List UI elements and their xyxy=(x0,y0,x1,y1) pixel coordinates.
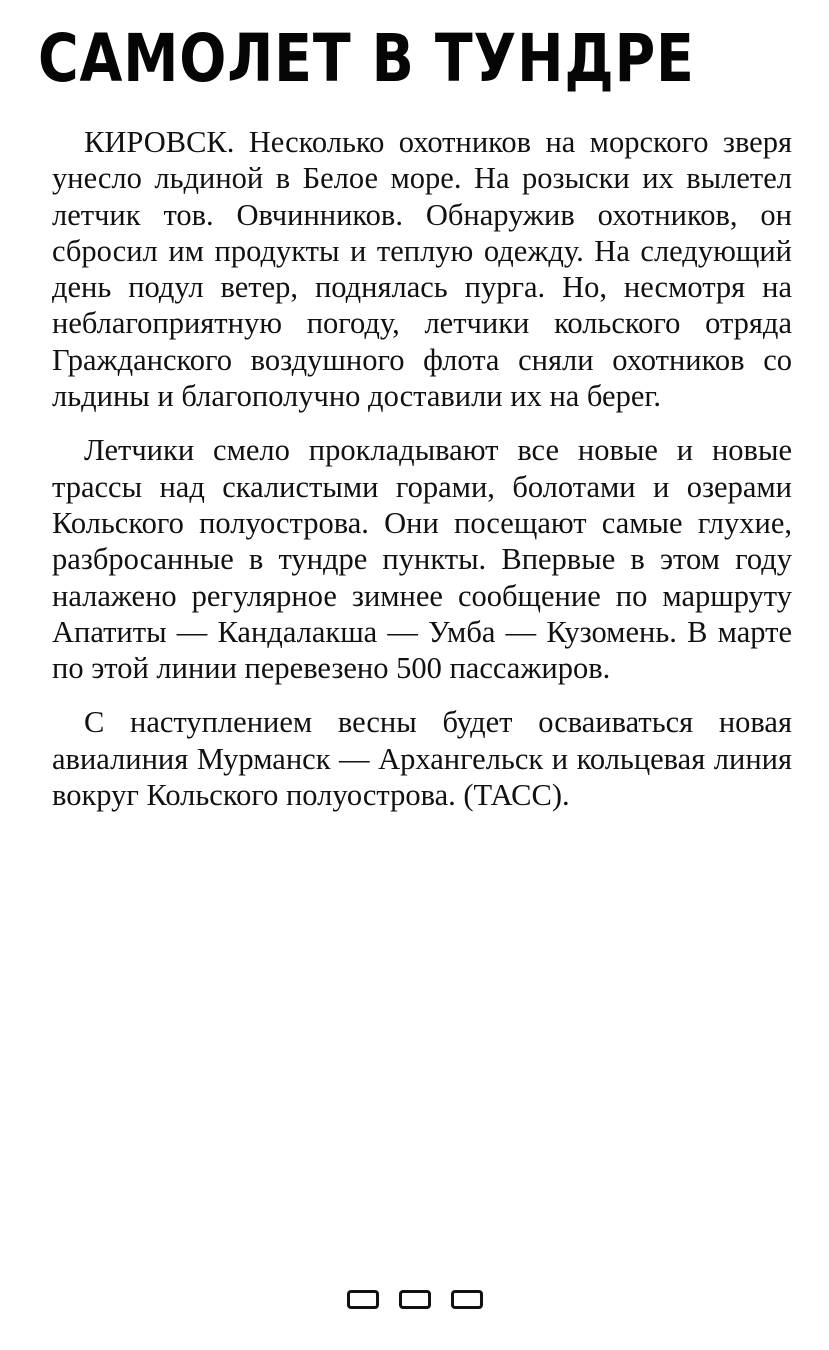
end-of-article-mark xyxy=(0,1290,829,1309)
paragraph-3: С наступлением весны будет осваиваться новая авиалиния Мурманск — Архангельск и кольцевая линия вокруг Кольского полуострова. (ТАСС). xyxy=(52,705,792,813)
headline: САМОЛЕТ В ТУНДРЕ xyxy=(38,20,695,97)
ornament-box-icon xyxy=(451,1290,483,1309)
ornament-box-icon xyxy=(399,1290,431,1309)
paragraph-1: КИРОВСК. Несколько охотников на морского зверя унесло льдиной в Белое море. На розыски их вылетел летчик тов. Овчинников. Обнаружив охотников, он сбросил им продукты и теплую одежду. На следующий день подул ветер, поднялась пурга. Но, несмотря на неблагоприятную погоду, летчики кольского отряда Гражданского воздушного флота сняли охотников со льдины и благополучно доставили их на берег. xyxy=(52,125,792,414)
article-body xyxy=(52,124,792,813)
paragraph-2: Летчики смело прокладывают все новые и новые трассы над скалистыми горами, болотами и озерами Кольского полуострова. Они посещают самые глухие, разбросанные в тундре пункты. Впервые в этом году налажено регулярное зимнее сообщение по маршруту Апатиты — Кандалакша — Умба — Кузомень. В марте по этой линии перевезено 500 пассажиров. xyxy=(52,433,792,686)
ornament-box-icon xyxy=(347,1290,379,1309)
